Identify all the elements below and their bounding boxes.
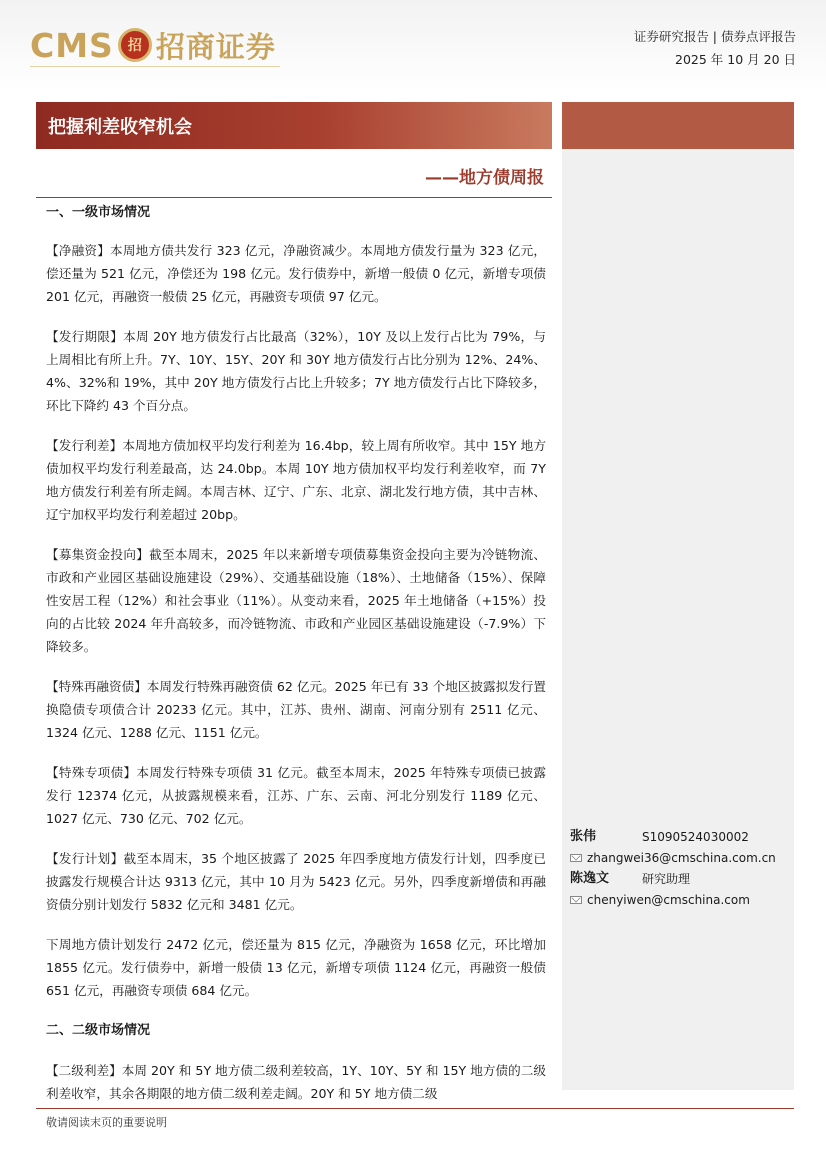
sidebar-panel <box>562 149 794 1090</box>
title-bar <box>36 102 552 149</box>
analyst-name: 张伟 <box>570 828 597 844</box>
section-heading-primary: 一、一级市场情况 <box>46 205 151 220</box>
mail-icon <box>570 896 582 904</box>
paragraph-special-project-bond: 【特殊专项债】本周发行特殊专项债 31 亿元。截至本周末，2025 年特殊专项债已披露发行 12374 亿元，从披露规模来看，江苏、广东、云南、河北分别发行 1189 亿元、1027 亿元、730 亿元、702 亿元。 <box>46 765 546 826</box>
paragraph-issuance-plan: 【发行计划】截至本周末，35 个地区披露了 2025 年四季度地方债发行计划，四季度已披露发行规模合计达 9313 亿元，其中 10 月为 5423 亿元。另外，四季度新增债和再融资债分别计划发行 5832 亿元和 3481 亿元。 <box>46 851 546 912</box>
paragraph-issuance-tenor: 【发行期限】本周 20Y 地方债发行占比最高（32%），10Y 及以上发行占比为 79%，与上周相比有所上升。7Y、10Y、15Y、20Y 和 30Y 地方债发行占比分别为 12%、24%、4%、32%和 19%，其中 20Y 地方债发行占比上升较多；7Y 地方债发行占比下降较多，环比下降约 43 个百分点。 <box>46 329 546 413</box>
sidebar-header-block <box>562 102 794 149</box>
paragraph-special-refinancing: 【特殊再融资债】本周发行特殊再融资债 62 亿元。2025 年已有 33 个地区披露拟发行置换隐债专项债合计 20233 亿元。其中，江苏、贵州、湖南、河南分别有 2511 亿元、1324 亿元、1288 亿元、1151 亿元。 <box>46 679 546 740</box>
report-subtitle: ——地方债周报 <box>425 168 544 188</box>
section-heading-secondary: 二、二级市场情况 <box>46 1023 151 1038</box>
paragraph-next-week: 下周地方债计划发行 2472 亿元，偿还量为 815 亿元，净融资为 1658 亿元，环比增加 1855 亿元。发行债券中，新增一般债 13 亿元，新增专项债 1124 亿元，再融资一般债 651 亿元，再融资专项债 684 亿元。 <box>46 937 546 998</box>
logo-latin: CMS <box>30 25 114 65</box>
report-date: 2025 年 10 月 20 日 <box>675 52 796 67</box>
mail-icon <box>570 854 582 862</box>
logo-emblem-icon: 招 <box>118 28 152 62</box>
logo-underline <box>30 66 280 67</box>
analyst-cert: S1090524030002 <box>642 829 749 844</box>
paragraph-net-financing: 【净融资】本周地方债共发行 323 亿元，净融资减少。本周地方债发行量为 323 亿元，偿还量为 521 亿元，净偿还为 198 亿元。发行债券中，新增一般债 0 亿元，新增专项债 201 亿元，再融资一般债 25 亿元，再融资专项债 97 亿元。 <box>46 243 546 304</box>
report-title: 把握利差收窄机会 <box>48 116 192 138</box>
analyst-email-row <box>570 847 780 868</box>
company-logo <box>30 22 276 68</box>
report-type: 证券研究报告 | 债券点评报告 <box>633 29 796 44</box>
paragraph-secondary-spread: 【二级利差】本周 20Y 和 5Y 地方债二级利差较高，1Y、10Y、5Y 和 15Y 地方债的二级利差收窄，其余各期限的地方债二级利差走阔。20Y 和 5Y 地方债二级 <box>46 1063 546 1101</box>
title-divider <box>36 197 552 198</box>
analyst-email[interactable]: chenyiwen@cmschina.com <box>587 892 750 907</box>
analyst-info <box>570 826 780 910</box>
paragraph-fund-allocation: 【募集资金投向】截至本周末，2025 年以来新增专项债募集资金投向主要为冷链物流、市政和产业园区基础设施建设（29%）、交通基础设施（18%）、土地储备（15%）、保障性安居工程（12%）和社会事业（11%）。从变动来看，2025 年土地储备（+15%）投向的占比较 2024 年升高较多，而冷链物流、市政和产业园区基础设施建设（-7.9%）下降较多。 <box>46 547 546 654</box>
analyst-name: 陈逸文 <box>570 870 610 886</box>
footer-divider <box>36 1108 794 1109</box>
logo-chinese: 招商证券 <box>155 29 276 64</box>
analyst-row <box>570 868 780 889</box>
analyst-row <box>570 826 780 847</box>
main-content <box>46 200 546 1105</box>
paragraph-issuance-spread: 【发行利差】本周地方债加权平均发行利差为 16.4bp，较上周有所收窄。其中 15Y 地方债加权平均发行利差最高，达 24.0bp。本周 10Y 地方债加权平均发行利差收窄，而 7Y 地方债发行利差有所走阔。本周吉林、辽宁、广东、北京、湖北发行地方债，其中吉林、辽宁加权平均发行利差超过 20bp。 <box>46 438 546 522</box>
analyst-role: 研究助理 <box>642 871 691 886</box>
analyst-email-row <box>570 889 780 910</box>
footer-note: 敬请阅读末页的重要说明 <box>46 1116 167 1129</box>
analyst-email[interactable]: zhangwei36@cmschina.com.cn <box>587 850 776 865</box>
